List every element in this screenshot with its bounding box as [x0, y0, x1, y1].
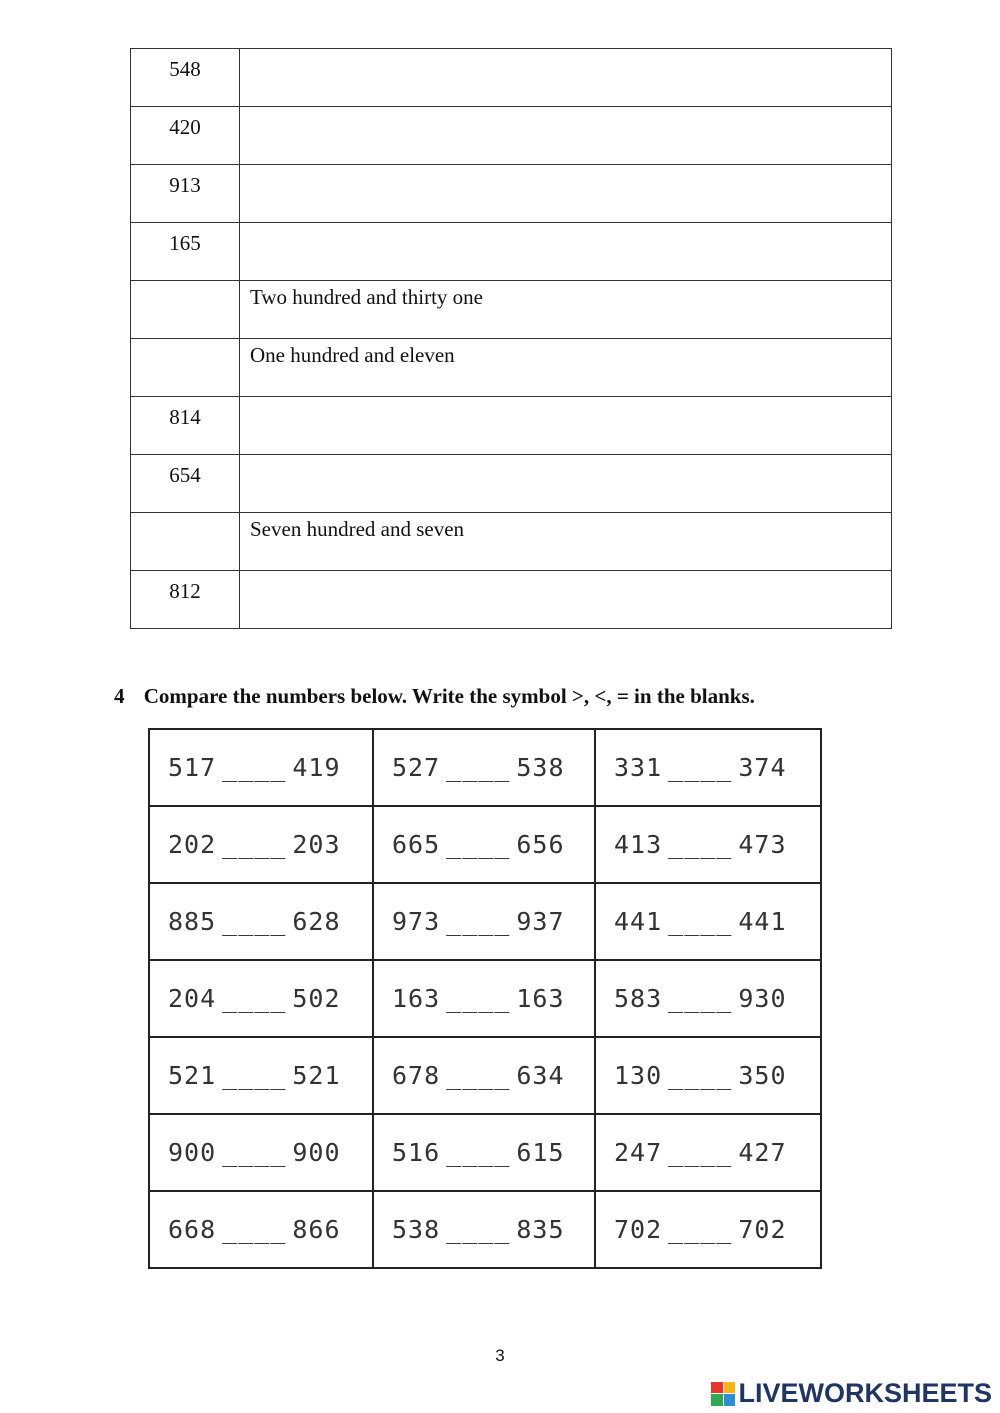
compare-cell	[595, 806, 821, 883]
number-cell	[131, 397, 240, 455]
left-number: 885	[168, 907, 217, 936]
compare-cell	[595, 1191, 821, 1268]
answer-blank[interactable]: ____	[222, 984, 287, 1013]
answer-blank[interactable]: ____	[668, 1138, 733, 1167]
compare-pair	[596, 830, 787, 859]
answer-blank[interactable]: ____	[446, 1138, 511, 1167]
compare-cell	[149, 1037, 373, 1114]
words-value: Seven hundred and seven	[250, 517, 465, 541]
right-number: 374	[738, 753, 787, 782]
compare-pair	[596, 753, 787, 782]
compare-pair	[150, 1138, 341, 1167]
number-words-table	[130, 48, 892, 629]
compare-pair	[374, 1138, 565, 1167]
left-number: 702	[614, 1215, 663, 1244]
right-number: 473	[738, 830, 787, 859]
compare-row	[149, 883, 821, 960]
compare-cell	[149, 883, 373, 960]
liveworksheets-brand[interactable]	[711, 1378, 992, 1409]
right-number: 427	[738, 1138, 787, 1167]
table-row	[131, 397, 892, 455]
words-cell[interactable]	[240, 455, 892, 513]
number-cell	[131, 49, 240, 107]
words-cell	[240, 513, 892, 571]
question-4	[114, 684, 755, 709]
left-number: 521	[168, 1061, 217, 1090]
compare-cell	[373, 960, 595, 1037]
words-cell	[240, 281, 892, 339]
right-number: 615	[516, 1138, 565, 1167]
compare-row	[149, 1191, 821, 1268]
table-row	[131, 455, 892, 513]
compare-pair	[150, 1215, 341, 1244]
brand-logo-icon	[711, 1382, 735, 1406]
right-number: 502	[292, 984, 341, 1013]
compare-pair	[596, 907, 787, 936]
words-cell[interactable]	[240, 571, 892, 629]
right-number: 900	[292, 1138, 341, 1167]
words-value	[240, 165, 891, 169]
compare-pair	[374, 984, 565, 1013]
compare-cell	[595, 1114, 821, 1191]
logo-square-red	[711, 1382, 723, 1394]
right-number: 521	[292, 1061, 341, 1090]
words-value	[240, 455, 891, 459]
right-number: 163	[516, 984, 565, 1013]
compare-pair	[596, 1215, 787, 1244]
number-cell	[131, 223, 240, 281]
right-number: 628	[292, 907, 341, 936]
table-row	[131, 339, 892, 397]
left-number: 204	[168, 984, 217, 1013]
compare-row	[149, 960, 821, 1037]
answer-blank[interactable]: ____	[668, 830, 733, 859]
words-cell[interactable]	[240, 107, 892, 165]
right-number: 634	[516, 1061, 565, 1090]
compare-cell	[373, 883, 595, 960]
compare-cell	[149, 1191, 373, 1268]
number-value	[131, 339, 239, 347]
left-number: 130	[614, 1061, 663, 1090]
compare-pair	[150, 753, 341, 782]
words-cell[interactable]	[240, 223, 892, 281]
right-number: 419	[292, 753, 341, 782]
answer-blank[interactable]: ____	[446, 1215, 511, 1244]
compare-cell	[595, 883, 821, 960]
right-number: 203	[292, 830, 341, 859]
question-text: Compare the numbers below. Write the symbol >, <, = in the blanks.	[143, 684, 755, 708]
compare-cell	[595, 960, 821, 1037]
compare-cell	[149, 960, 373, 1037]
words-value	[240, 397, 891, 401]
table-row	[131, 571, 892, 629]
compare-cell	[373, 729, 595, 806]
number-cell	[131, 571, 240, 629]
compare-cell	[149, 806, 373, 883]
right-number: 350	[738, 1061, 787, 1090]
logo-square-yellow	[724, 1382, 736, 1394]
left-number: 413	[614, 830, 663, 859]
answer-blank[interactable]: ____	[446, 907, 511, 936]
number-cell	[131, 455, 240, 513]
compare-pair	[150, 984, 341, 1013]
words-value	[240, 223, 891, 227]
logo-square-green	[711, 1394, 723, 1406]
answer-blank[interactable]: ____	[668, 1061, 733, 1090]
left-number: 538	[392, 1215, 441, 1244]
answer-blank[interactable]: ____	[222, 830, 287, 859]
number-cell[interactable]	[131, 339, 240, 397]
answer-blank[interactable]: ____	[668, 984, 733, 1013]
compare-pair	[596, 1061, 787, 1090]
words-value	[240, 107, 891, 111]
answer-blank[interactable]: ____	[222, 753, 287, 782]
left-number: 527	[392, 753, 441, 782]
question-number: 4	[114, 684, 125, 708]
answer-blank[interactable]: ____	[446, 830, 511, 859]
number-value: 913	[169, 173, 201, 197]
left-number: 247	[614, 1138, 663, 1167]
answer-blank[interactable]: ____	[222, 1215, 287, 1244]
number-cell[interactable]	[131, 281, 240, 339]
words-value	[240, 49, 891, 53]
compare-pair	[374, 1061, 565, 1090]
compare-pair	[374, 830, 565, 859]
words-cell	[240, 339, 892, 397]
words-cell[interactable]	[240, 165, 892, 223]
compare-pair	[150, 830, 341, 859]
compare-cell	[149, 729, 373, 806]
number-value: 814	[169, 405, 201, 429]
left-number: 441	[614, 907, 663, 936]
table-row	[131, 107, 892, 165]
right-number: 702	[738, 1215, 787, 1244]
left-number: 202	[168, 830, 217, 859]
table-row	[131, 165, 892, 223]
number-value: 548	[169, 57, 201, 81]
answer-blank[interactable]: ____	[668, 1215, 733, 1244]
compare-cell	[373, 1191, 595, 1268]
words-value: One hundred and eleven	[250, 343, 455, 367]
compare-cell	[595, 1037, 821, 1114]
compare-row	[149, 729, 821, 806]
compare-pair	[150, 1061, 341, 1090]
compare-row	[149, 1037, 821, 1114]
words-value: Two hundred and thirty one	[250, 285, 483, 309]
compare-pair	[596, 1138, 787, 1167]
number-value: 165	[169, 231, 201, 255]
table-row	[131, 223, 892, 281]
left-number: 516	[392, 1138, 441, 1167]
left-number: 900	[168, 1138, 217, 1167]
compare-pair	[374, 907, 565, 936]
compare-grid	[148, 728, 822, 1269]
brand-name: LIVEWORKSHEETS	[738, 1378, 992, 1408]
compare-row	[149, 806, 821, 883]
left-number: 583	[614, 984, 663, 1013]
compare-cell	[595, 729, 821, 806]
left-number: 665	[392, 830, 441, 859]
answer-blank[interactable]: ____	[446, 1061, 511, 1090]
right-number: 656	[516, 830, 565, 859]
compare-cell	[373, 806, 595, 883]
answer-blank[interactable]: ____	[668, 753, 733, 782]
left-number: 331	[614, 753, 663, 782]
words-cell[interactable]	[240, 49, 892, 107]
number-value: 812	[169, 579, 201, 603]
number-cell	[131, 107, 240, 165]
answer-blank[interactable]: ____	[446, 753, 511, 782]
left-number: 668	[168, 1215, 217, 1244]
compare-row	[149, 1114, 821, 1191]
table-row	[131, 49, 892, 107]
table-row	[131, 513, 892, 571]
left-number: 163	[392, 984, 441, 1013]
right-number: 441	[738, 907, 787, 936]
compare-pair	[374, 1215, 565, 1244]
number-value	[131, 281, 239, 289]
answer-blank[interactable]: ____	[446, 984, 511, 1013]
answer-blank[interactable]: ____	[668, 907, 733, 936]
answer-blank[interactable]: ____	[222, 1061, 287, 1090]
left-number: 678	[392, 1061, 441, 1090]
left-number: 973	[392, 907, 441, 936]
compare-cell	[149, 1114, 373, 1191]
page-number: 3	[495, 1346, 505, 1365]
logo-square-blue	[724, 1394, 736, 1406]
right-number: 930	[738, 984, 787, 1013]
number-value: 420	[169, 115, 201, 139]
right-number: 937	[516, 907, 565, 936]
compare-pair	[596, 984, 787, 1013]
compare-cell	[373, 1114, 595, 1191]
words-value	[240, 571, 891, 575]
number-cell[interactable]	[131, 513, 240, 571]
number-value	[131, 513, 239, 521]
compare-cell	[373, 1037, 595, 1114]
number-cell	[131, 165, 240, 223]
compare-pair	[150, 907, 341, 936]
right-number: 538	[516, 753, 565, 782]
right-number: 866	[292, 1215, 341, 1244]
answer-blank[interactable]: ____	[222, 907, 287, 936]
table-row	[131, 281, 892, 339]
compare-pair	[374, 753, 565, 782]
answer-blank[interactable]: ____	[222, 1138, 287, 1167]
left-number: 517	[168, 753, 217, 782]
words-cell[interactable]	[240, 397, 892, 455]
number-value: 654	[169, 463, 201, 487]
right-number: 835	[516, 1215, 565, 1244]
